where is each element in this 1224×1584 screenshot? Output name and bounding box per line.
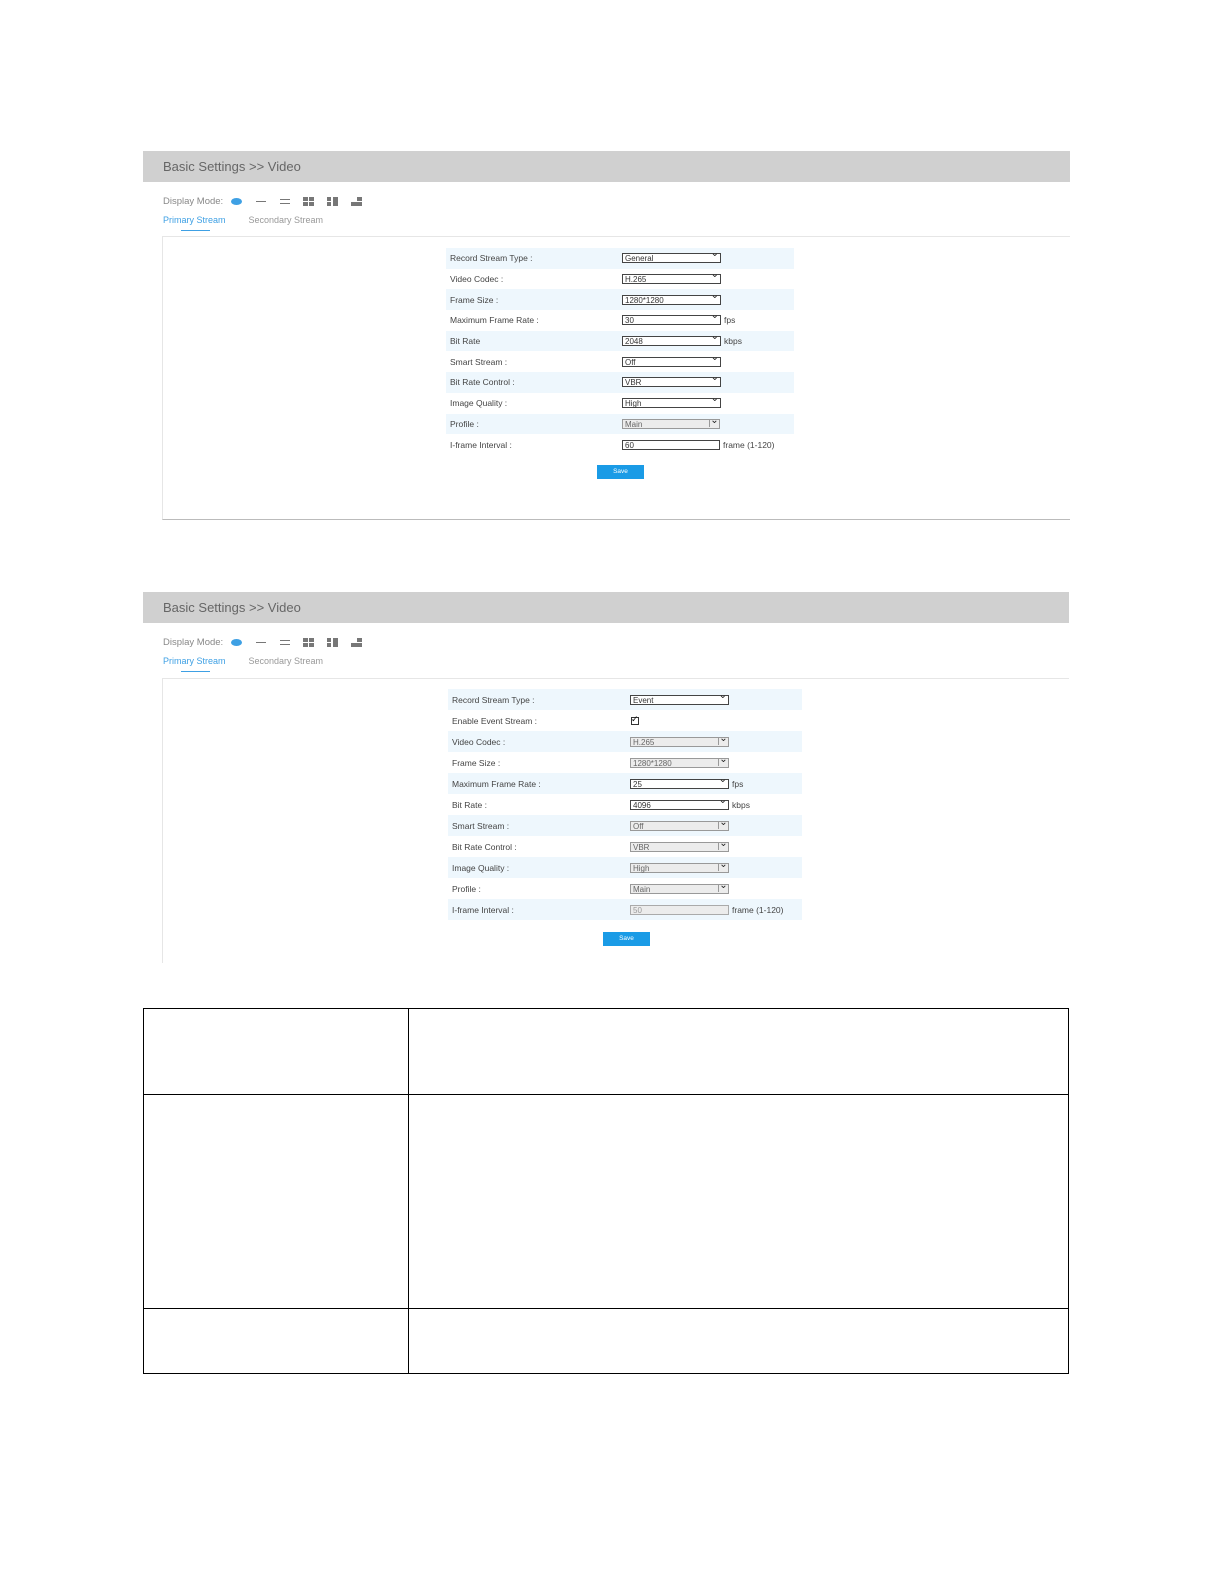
display-mode-bar bbox=[163, 196, 375, 207]
field-label: Profile : bbox=[450, 418, 479, 429]
field-label: Frame Size : bbox=[450, 294, 499, 305]
field-label: Profile : bbox=[452, 883, 481, 894]
image-quality-select[interactable]: High ⌄ bbox=[630, 863, 729, 873]
profile-select[interactable]: Main ⌄ bbox=[622, 419, 720, 429]
table-cell bbox=[409, 1309, 1069, 1374]
oval-icon[interactable] bbox=[231, 639, 242, 646]
grid5-icon[interactable] bbox=[327, 638, 340, 648]
settings-content bbox=[162, 678, 1069, 963]
image-quality-select[interactable]: High ⌄ bbox=[622, 398, 721, 408]
record-stream-type-select[interactable]: General ⌄ bbox=[622, 253, 721, 263]
form-row bbox=[448, 752, 802, 773]
single-line-icon[interactable] bbox=[255, 638, 268, 648]
field-label: Frame Size : bbox=[452, 757, 501, 768]
breadcrumb: Basic Settings >> Video bbox=[143, 592, 1069, 623]
form-row bbox=[448, 878, 802, 899]
grid4-icon[interactable] bbox=[303, 638, 316, 648]
settings-form bbox=[446, 248, 794, 455]
form-row bbox=[446, 331, 794, 352]
stream-tabs bbox=[163, 215, 346, 229]
display-mode-label: Display Mode: bbox=[163, 637, 224, 648]
bit-rate-control-select[interactable]: VBR ⌄ bbox=[622, 377, 721, 387]
form-row bbox=[446, 310, 794, 331]
video-codec-select[interactable]: H.265 ⌄ bbox=[622, 274, 721, 284]
form-row bbox=[446, 289, 794, 310]
form-row bbox=[448, 773, 802, 794]
form-row bbox=[446, 414, 794, 435]
enable-event-stream-checkbox[interactable] bbox=[631, 717, 639, 725]
breadcrumb: Basic Settings >> Video bbox=[143, 151, 1070, 182]
unit-label: fps bbox=[732, 778, 744, 789]
bit-rate-select[interactable]: 2048 ⌄ bbox=[622, 336, 721, 346]
tab-secondary-stream[interactable]: Secondary Stream bbox=[248, 656, 324, 666]
field-label: Maximum Frame Rate : bbox=[450, 315, 539, 326]
table-cell bbox=[144, 1009, 409, 1095]
save-button[interactable]: Save bbox=[603, 932, 650, 946]
table-cell bbox=[409, 1095, 1069, 1309]
stream-tabs bbox=[163, 656, 346, 670]
form-row bbox=[446, 269, 794, 290]
field-label: Record Stream Type : bbox=[452, 694, 535, 705]
field-label: Video Codec : bbox=[450, 274, 504, 285]
field-label: Bit Rate : bbox=[452, 799, 487, 810]
video-settings-panel-2 bbox=[143, 592, 1069, 964]
form-row bbox=[446, 393, 794, 414]
tab-secondary-stream[interactable]: Secondary Stream bbox=[248, 215, 324, 225]
field-label: Smart Stream : bbox=[452, 820, 510, 831]
form-row bbox=[446, 248, 794, 269]
display-mode-bar bbox=[163, 637, 375, 648]
unit-label: fps bbox=[724, 315, 736, 326]
frame-size-select[interactable]: 1280*1280 ⌄ bbox=[630, 758, 729, 768]
record-stream-type-select[interactable]: Event ⌄ bbox=[630, 695, 729, 705]
display-mode-label: Display Mode: bbox=[163, 196, 224, 207]
field-label: Record Stream Type : bbox=[450, 253, 533, 264]
frame-size-select[interactable]: 1280*1280 ⌄ bbox=[622, 295, 721, 305]
table-cell bbox=[409, 1009, 1069, 1095]
table-row bbox=[144, 1095, 1069, 1309]
form-row bbox=[446, 434, 794, 455]
max-frame-rate-select[interactable]: 30 ⌄ bbox=[622, 315, 721, 325]
field-label: I-frame Interval : bbox=[450, 439, 512, 450]
form-row bbox=[448, 857, 802, 878]
form-row bbox=[448, 794, 802, 815]
unit-label: frame (1-120) bbox=[732, 904, 784, 915]
settings-content bbox=[162, 236, 1070, 520]
table-cell bbox=[144, 1309, 409, 1374]
profile-select[interactable]: Main ⌄ bbox=[630, 884, 729, 894]
field-label: Image Quality : bbox=[450, 398, 508, 409]
form-row bbox=[446, 351, 794, 372]
grid4-icon[interactable] bbox=[303, 197, 316, 207]
form-row bbox=[448, 815, 802, 836]
form-row bbox=[448, 899, 802, 920]
form-row bbox=[446, 372, 794, 393]
unit-label: frame (1-120) bbox=[723, 439, 775, 450]
iframe-interval-input[interactable]: 60 bbox=[622, 440, 720, 450]
unit-label: kbps bbox=[732, 799, 750, 810]
form-row bbox=[448, 836, 802, 857]
double-line-icon[interactable] bbox=[279, 638, 292, 648]
table-row bbox=[144, 1009, 1069, 1095]
grid6-icon[interactable] bbox=[351, 638, 364, 648]
single-line-icon[interactable] bbox=[255, 197, 268, 207]
iframe-interval-input[interactable]: 50 bbox=[630, 905, 729, 915]
smart-stream-select[interactable]: Off ⌄ bbox=[622, 357, 721, 367]
field-label: Bit Rate Control : bbox=[450, 377, 515, 388]
field-label: Enable Event Stream : bbox=[452, 715, 538, 726]
form-row bbox=[448, 710, 802, 731]
tab-primary-stream[interactable]: Primary Stream bbox=[163, 656, 226, 670]
field-label: Video Codec : bbox=[452, 736, 506, 747]
tab-primary-stream[interactable]: Primary Stream bbox=[163, 215, 226, 229]
grid5-icon[interactable] bbox=[327, 197, 340, 207]
field-label: Smart Stream : bbox=[450, 356, 508, 367]
save-button[interactable]: Save bbox=[597, 465, 644, 479]
description-table bbox=[143, 1008, 1069, 1374]
field-label: Image Quality : bbox=[452, 862, 510, 873]
table-cell bbox=[144, 1095, 409, 1309]
field-label: I-frame Interval : bbox=[452, 904, 514, 915]
grid6-icon[interactable] bbox=[351, 197, 364, 207]
max-frame-rate-select[interactable]: 25 ⌄ bbox=[630, 779, 729, 789]
oval-icon[interactable] bbox=[231, 198, 242, 205]
settings-form bbox=[448, 689, 802, 920]
video-settings-panel-1 bbox=[143, 151, 1070, 520]
unit-label: kbps bbox=[724, 336, 742, 347]
double-line-icon[interactable] bbox=[279, 197, 292, 207]
bit-rate-select[interactable]: 4096 ⌄ bbox=[630, 800, 729, 810]
field-label: Maximum Frame Rate : bbox=[452, 778, 541, 789]
table-row bbox=[144, 1309, 1069, 1374]
field-label: Bit Rate Control : bbox=[452, 841, 517, 852]
video-codec-select[interactable]: H.265 ⌄ bbox=[630, 737, 729, 747]
form-row bbox=[448, 731, 802, 752]
form-row bbox=[448, 689, 802, 710]
field-label: Bit Rate bbox=[450, 336, 481, 347]
smart-stream-select[interactable]: Off ⌄ bbox=[630, 821, 729, 831]
bit-rate-control-select[interactable]: VBR ⌄ bbox=[630, 842, 729, 852]
